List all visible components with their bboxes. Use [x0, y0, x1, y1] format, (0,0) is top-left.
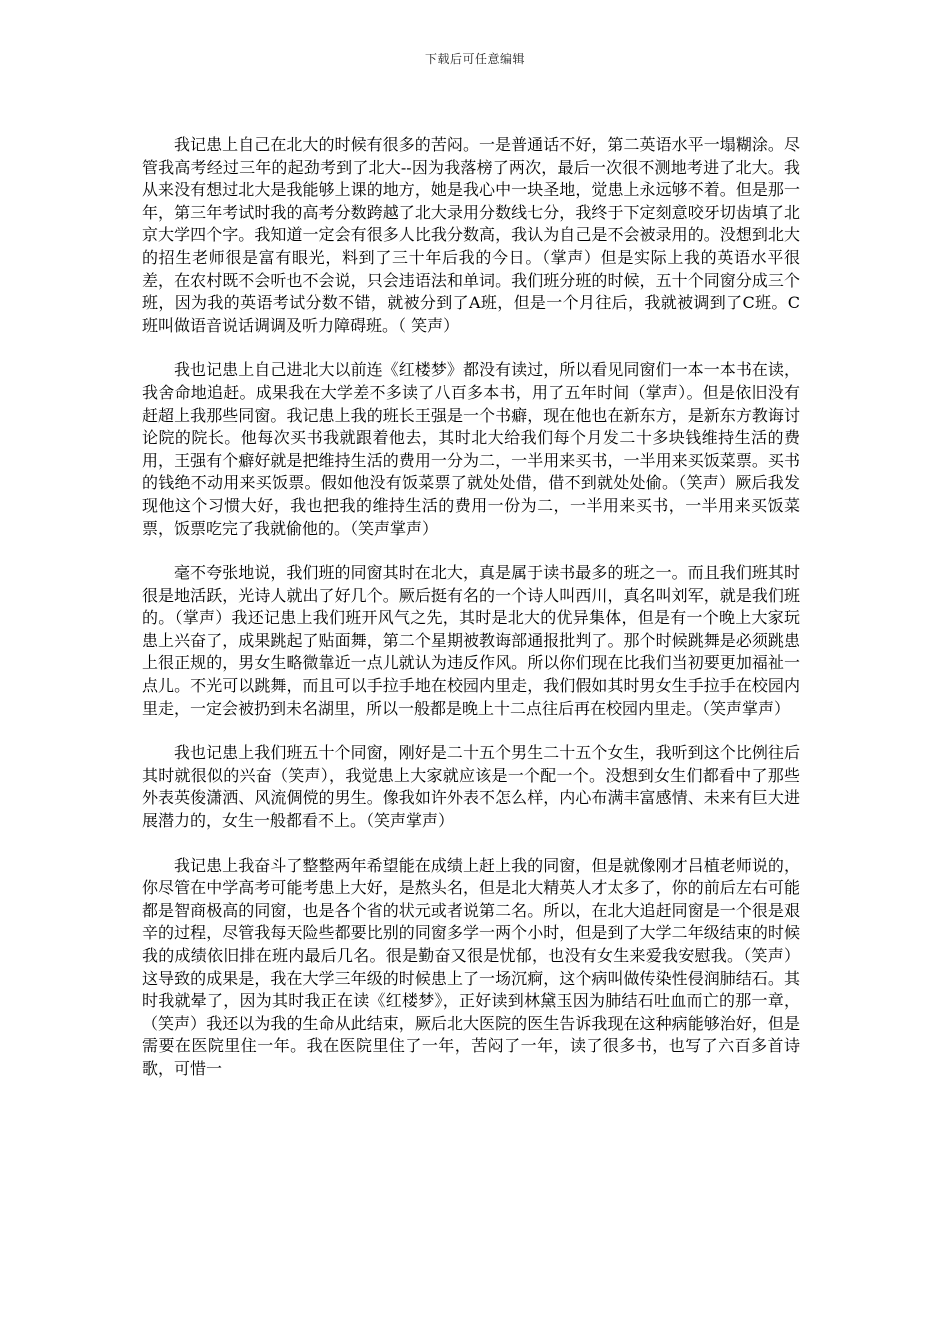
- paragraph: 我也记患上我们班五十个同窗，刚好是二十五个男生二十五个女生，我听到这个比例往后其时就很似的兴奋（笑声），我觉患上大家就应该是一个配一个。没想到女生们都看中了那些外表英俊潇洒、风流倜傥的男生。像我如许外表不怎么样，内心布满丰富感情、未来有巨大进展潜力的，女生一般都看不上。（笑声掌声）: [142, 743, 800, 831]
- page-header: 下载后可任意编辑: [424, 52, 525, 66]
- paragraph: 我记患上自己在北大的时候有很多的苦闷。一是普通话不好，第二英语水平一塌糊涂。尽管我高考经过三年的起劲考到了北大--因为我落榜了两次，最后一次很不测地考进了北大。我从来没有想过北大是我能够上课的地方，她是我心中一块圣地，觉患上永远够不着。但是那一年，第三年考试时我的高考分数跨越了北大录用分数线七分，我终于下定刻意咬牙切齿填了北京大学四个字。我知道一定会有很多人比我分数高，我认为自己是不会被录用的。没想到北大的招生老师很是富有眼光，料到了三十年后我的今日。（掌声）但是实际上我的英语水平很差，在农村既不会听也不会说，只会违语法和单词。我们班分班的时候，五十个同窗分成三个班，因为我的英语考试分数不错，就被分到了A班，但是一个月往后，我就被调到了C班。C班叫做语音说话调调及听力障碍班。（ 笑声）: [142, 135, 800, 335]
- paragraph: 毫不夸张地说，我们班的同窗其时在北大，真是属于读书最多的班之一。而且我们班其时很是地活跃，光诗人就出了好几个。厥后挺有名的一个诗人叫西川，真名叫刘军，就是我们班的。（掌声）我还记患上我们班开风气之先，其时是北大的优异集体，但是有一个晚上大家玩患上兴奋了，成果跳起了贴面舞，第二个星期被教诲部通报批判了。那个时候跳舞是必须跳患上很正规的，男女生略微靠近一点儿就认为违反作风。所以你们现在比我们当初要更加福祉一点儿。不光可以跳舞，而且可以手拉手地在校园内里走，我们假如其时男女生手拉手在校园内里走，一定会被扔到未名湖里，所以一般都是晚上十二点往后再在校园内里走。（笑声掌声）: [142, 563, 800, 718]
- paragraph: 我记患上我奋斗了整整两年希望能在成绩上赶上我的同窗，但是就像刚才吕植老师说的，你尽管在中学高考可能考患上大好，是熬头名，但是北大精英人才太多了，你的前后左右可能都是智商极高的同窗，也是各个省的状元或者说第二名。所以，在北大追赶同窗是一个很是艰辛的过程，尽管我每天险些都要比别的同窗多学一两个小时，但是到了大学二年级结束的时候我的成绩依旧排在班内最后几名。很是勤奋又很是忧郁，也没有女生来爱我安慰我。（笑声）这导致的成果是，我在大学三年级的时候患上了一场沉痾，这个病叫做传染性侵润肺结石。其时我就晕了，因为其时我正在读《红楼梦》，正好读到林黛玉因为肺结石吐血而亡的那一章，（笑声）我还以为我的生命从此结束，厥后北大医院的医生告诉我现在这种病能够治好，但是需要在医院里住一年。我在医院里住了一年，苦闷了一年，读了很多书，也写了六百多首诗歌，可惜一: [142, 855, 800, 1078]
- document-body: [142, 134, 800, 1081]
- paragraph: 我也记患上自己进北大以前连《红楼梦》都没有读过，所以看见同窗们一本一本书在读，我舍命地追赶。成果我在大学差不多读了八百多本书，用了五年时间（掌声）。但是依旧没有赶超上我那些同窗。我记患上我的班长王强是一个书癖，现在他也在新东方，是新东方教诲讨论院的院长。他每次买书我就跟着他去，其时北大给我们每个月发二十多块钱维持生活的费用，王强有个癖好就是把维持生活的费用一分为二，一半用来买书，一半用来买饭菜票。买书的钱绝不动用来买饭票。假如他没有饭菜票了就处处借，借不到就处处偷。（笑声）厥后我发现他这个习惯大好，我也把我的维持生活的费用一份为二，一半用来买书，一半用来买饭菜票，饭票吃完了我就偷他的。（笑声掌声）: [142, 360, 800, 538]
